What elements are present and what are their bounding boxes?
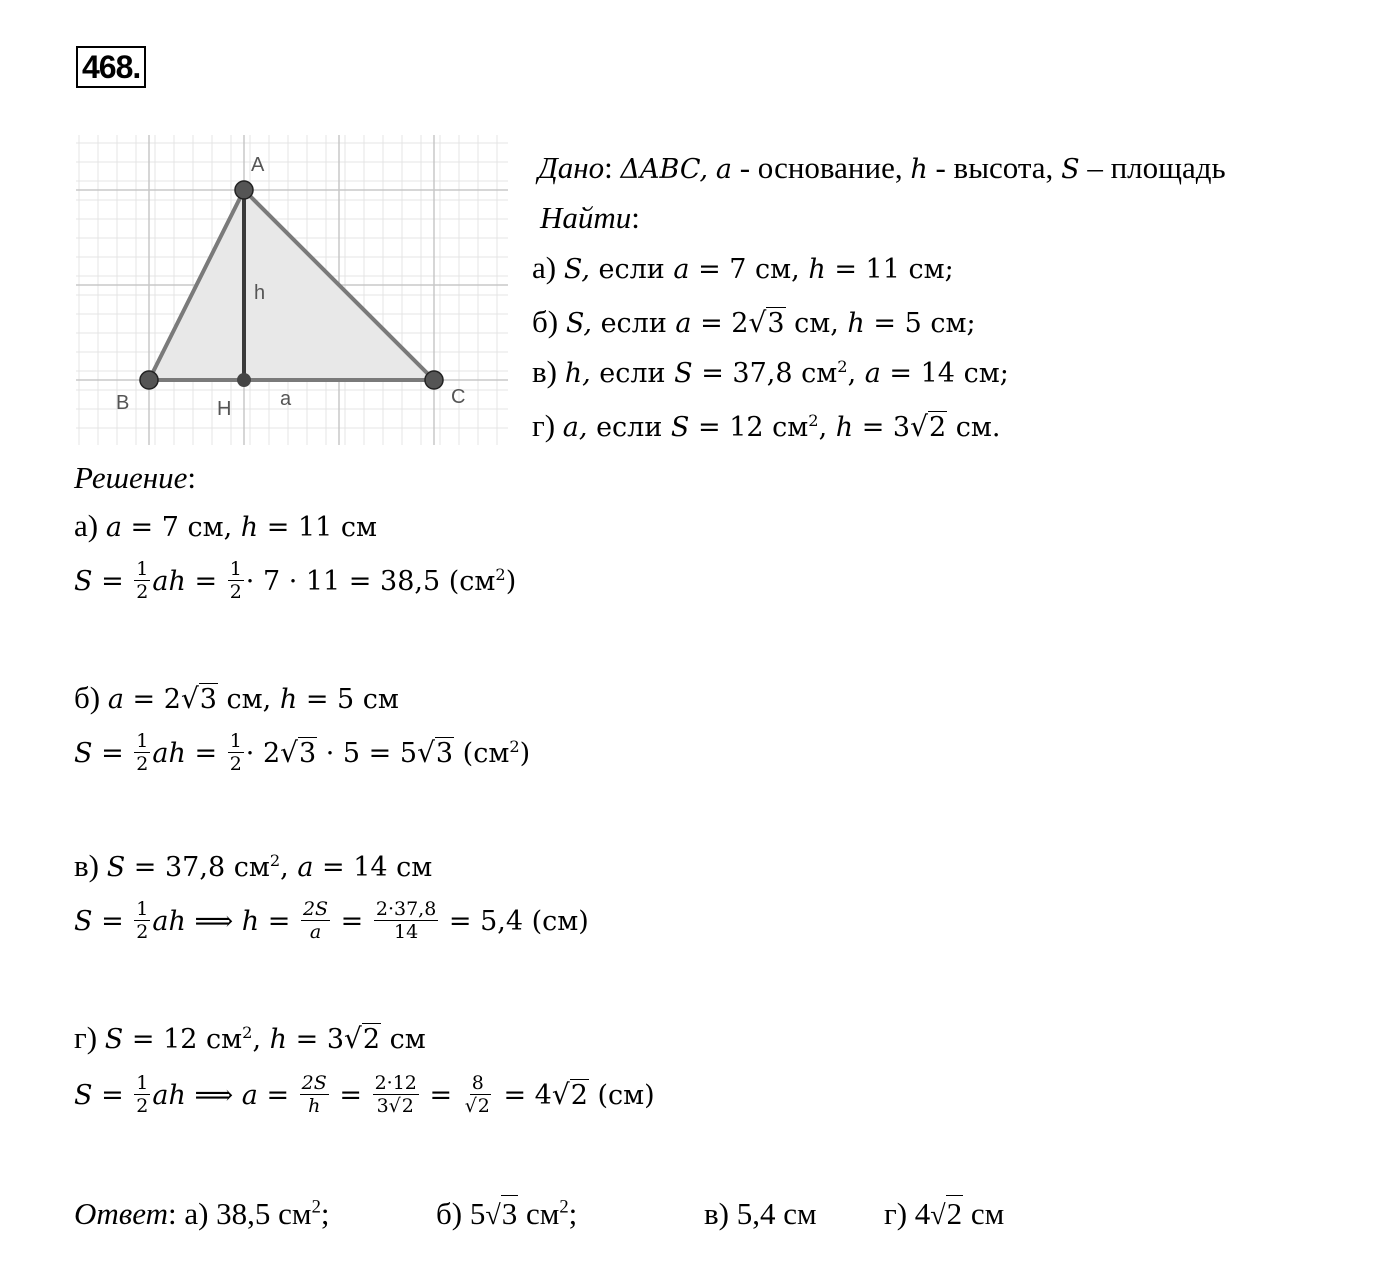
task-b: б) S, если a = 2√3 см, h = 5 см; [532,304,976,339]
find-label: Найти [540,200,632,235]
answer-a: а) 38,5 $см^2$; [176,1196,330,1231]
triangle-diagram [76,135,508,445]
fraction: $\frac{8}{√2}$ [464,1072,490,1117]
label-B: B [116,392,130,414]
solution-a-head: а) a = 7 см, h = 11 см [74,508,378,543]
sqrt: √3 [417,736,454,769]
point-C [425,371,443,389]
fraction: $\frac{2\cdot 12}{3√2}$ [374,1072,417,1117]
fraction: $\frac{2\cdot 37,8}{14}$ [375,898,437,943]
sqrt: √3 [485,1196,518,1231]
label-a: a [280,388,292,410]
label-C: C [451,386,466,408]
fraction: $\frac{1}{2}$ [136,1072,149,1117]
fraction: $\frac{1}{2}$ [136,558,149,603]
answer-label: Ответ: а) 38,5 $см^2$; [74,1196,330,1231]
fraction: $\frac{2S}{a}$ [302,898,329,943]
sqrt: √2 [910,410,947,443]
fraction: $\frac{1}{2}$ [229,730,242,775]
answer-b: б) 5√3 $см^2$; [436,1196,578,1231]
task-c: в) h, если S = 37,8 $см^2$, a = 14 см; [532,354,1009,389]
label-h: h [254,282,266,304]
answer-c: в) 5,4 см [704,1196,817,1231]
sqrt: √2 [930,1196,963,1231]
point-A [235,181,253,199]
fraction: $\frac{1}{2}$ [229,558,242,603]
task-d: г) a, если S = 12 $см^2$, h = 3√2 см. [532,408,1001,443]
solution-c-calc: S = $\frac{1}{2}$ ah ⟹ h = $\frac{2S}{a}$ = $\frac{2\cdot 37,8}{14}$ = 5,4 (см) [74,898,589,943]
point-H [237,373,251,387]
solution-d-head: г) S = 12 $см^2$, h = 3√2 см [74,1020,426,1055]
solution-c-head: в) S = 37,8 $см^2$, a = 14 см [74,848,433,883]
solution-b-calc: S = $\frac{1}{2}$ ah = $\frac{1}{2}$ · 2√3 · 5 = 5√3 $(см^2)$ [74,730,531,775]
solution-a-calc: S = $\frac{1}{2}$ ah = $\frac{1}{2}$ · 7 · 11 = 38,5 $(см^2)$ [74,558,517,603]
find-line: Найти: [540,200,640,235]
task-a: а) S, если a = 7 см, h = 11 см; [532,250,954,285]
sqrt: √3 [280,736,317,769]
solution-b-head: б) a = 2√3 см, h = 5 см [74,680,399,715]
answer-d: г) 4√2 см [884,1196,1005,1231]
sqrt: √2 [344,1022,381,1055]
label-A: A [251,154,265,176]
sqrt: √2 [551,1078,588,1111]
point-B [140,371,158,389]
fraction: $\frac{1}{2}$ [136,730,149,775]
label-H: H [217,398,232,420]
fraction: $\frac{1}{2}$ [136,898,149,943]
sqrt: √3 [180,682,217,715]
sqrt: √3 [748,306,785,339]
problem-number: 468. [76,46,146,88]
solution-label: Решение: [74,460,196,495]
fraction: $\frac{2S}{h}$ [301,1072,327,1117]
given-label: Дано [538,150,605,185]
solution-d-calc: S = $\frac{1}{2}$ ah ⟹ a = $\frac{2S}{h}$ = $\frac{2\cdot 12}{3√2}$ = $\frac{8}{√2}$ = 4√2 (см) [74,1072,655,1117]
triangle-name: ΔABC, [620,154,709,185]
given-line: Дано: ΔABC, a - основание, h - высота, S – площадь [538,150,1226,185]
